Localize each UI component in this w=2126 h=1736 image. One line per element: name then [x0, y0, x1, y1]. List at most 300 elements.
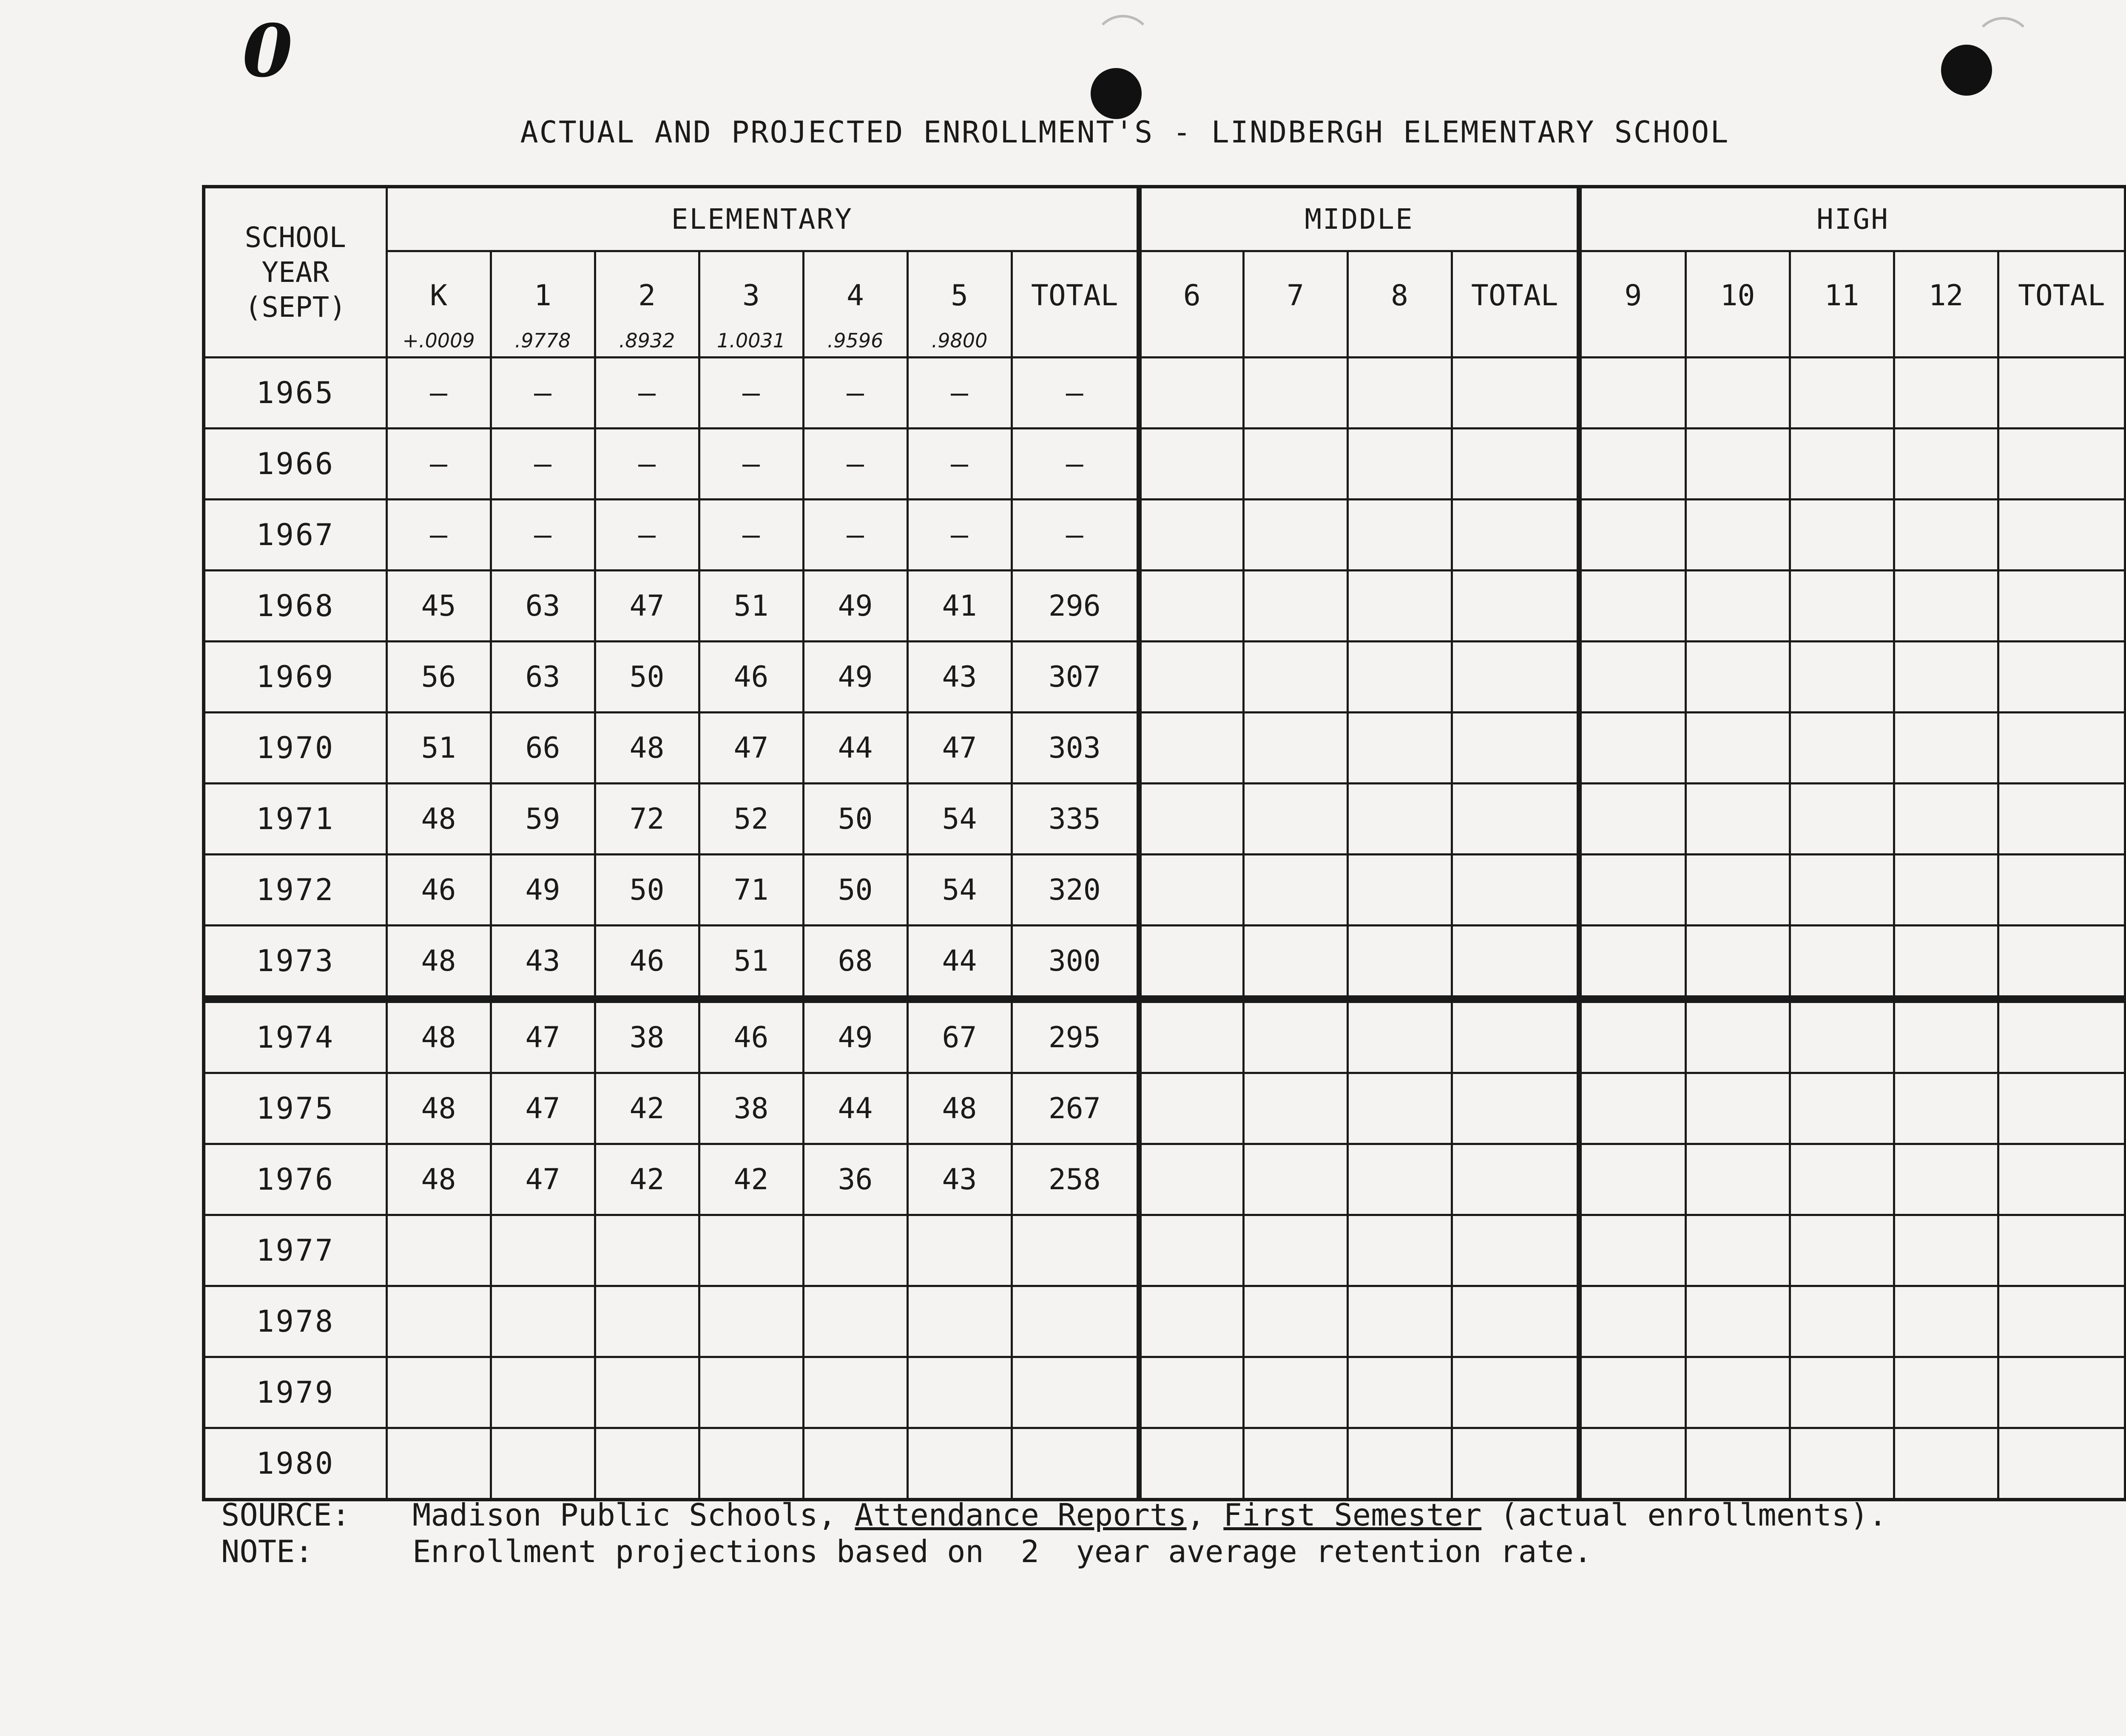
- elementary-cell: 42: [595, 1144, 699, 1215]
- table-row: [204, 713, 2126, 784]
- elementary-cell: [595, 1215, 699, 1286]
- high-cell: [1685, 571, 1790, 642]
- high-cell: [1790, 1215, 1894, 1286]
- punch-hole-center: [1091, 68, 1142, 119]
- elementary-cell: 51: [699, 571, 803, 642]
- high-cell: [1579, 1428, 1685, 1500]
- school-year-cell: 1977: [204, 1215, 387, 1286]
- elementary-cell: 300: [1012, 926, 1139, 1000]
- elementary-cell: [595, 1428, 699, 1500]
- middle-cell: [1243, 999, 1347, 1073]
- elementary-cell: 47: [491, 999, 595, 1073]
- grade-label: TOTAL: [1031, 279, 1118, 313]
- table-row: [204, 500, 2126, 571]
- high-cell: [1790, 855, 1894, 926]
- school-year-cell: 1980: [204, 1428, 387, 1500]
- middle-cell: [1139, 1428, 1243, 1500]
- high-cell: [1790, 1357, 1894, 1428]
- elementary-cell: [491, 1428, 595, 1500]
- high-cell: [1579, 855, 1685, 926]
- table-body: [204, 358, 2126, 1500]
- school-year-cell: 1976: [204, 1144, 387, 1215]
- footer-notes: [221, 1497, 1887, 1570]
- middle-cell: [1243, 855, 1347, 926]
- elementary-cell: 44: [803, 713, 907, 784]
- retention-rate: .9596: [827, 329, 884, 352]
- school-year-header-line: (SEPT): [244, 290, 346, 324]
- punch-hole-shadow: [1093, 15, 1153, 75]
- middle-cell: [1243, 713, 1347, 784]
- elementary-cell: 307: [1012, 642, 1139, 713]
- elementary-cell: 49: [803, 999, 907, 1073]
- middle-cell: [1347, 784, 1452, 855]
- elementary-cell: 47: [699, 713, 803, 784]
- elementary-cell: 41: [907, 571, 1012, 642]
- elementary-cell: 46: [699, 642, 803, 713]
- retention-rate: .8932: [619, 329, 675, 352]
- retention-rate: .9800: [931, 329, 988, 352]
- middle-cell: [1139, 358, 1243, 429]
- table-row: [204, 999, 2126, 1073]
- elementary-cell: –: [491, 358, 595, 429]
- elementary-cell: 48: [387, 999, 491, 1073]
- high-cell: [1579, 1357, 1685, 1428]
- grade-11-header: [1790, 251, 1894, 358]
- middle-cell: [1452, 500, 1579, 571]
- high-cell: [1790, 1428, 1894, 1500]
- grade-4-header: [803, 251, 907, 358]
- elementary-cell: [387, 1215, 491, 1286]
- high-cell: [1790, 1286, 1894, 1357]
- grade-label: 10: [1720, 279, 1755, 313]
- school-year-cell: 1971: [204, 784, 387, 855]
- elementary-cell: –: [803, 358, 907, 429]
- table-row: [204, 1428, 2126, 1500]
- high-cell: [1894, 1357, 1998, 1428]
- elementary-cell: 50: [595, 642, 699, 713]
- high-cell: [1998, 926, 2126, 1000]
- middle-cell: [1139, 926, 1243, 1000]
- grade-label: 3: [742, 279, 760, 313]
- middle-cell: [1139, 1144, 1243, 1215]
- school-year-cell: 1974: [204, 999, 387, 1073]
- elementary-cell: [699, 1286, 803, 1357]
- elementary-cell: [803, 1428, 907, 1500]
- high-cell: [1998, 784, 2126, 855]
- elementary-cell: 43: [491, 926, 595, 1000]
- elementary-cell: 43: [907, 642, 1012, 713]
- high-cell: [1894, 1428, 1998, 1500]
- middle-cell: [1139, 1357, 1243, 1428]
- elementary-cell: 38: [595, 999, 699, 1073]
- table-row: [204, 1286, 2126, 1357]
- high-cell: [1894, 571, 1998, 642]
- high-cell: [1998, 429, 2126, 500]
- elementary-cell: 49: [491, 855, 595, 926]
- high-cell: [1579, 1215, 1685, 1286]
- grade-label: 9: [1624, 279, 1642, 313]
- middle-cell: [1452, 713, 1579, 784]
- school-year-cell: 1979: [204, 1357, 387, 1428]
- middle-cell: [1452, 1215, 1579, 1286]
- high-cell: [1685, 1286, 1790, 1357]
- elementary-cell: 52: [699, 784, 803, 855]
- middle-cell: [1347, 500, 1452, 571]
- table-row: [204, 571, 2126, 642]
- source-separator: ,: [1186, 1497, 1224, 1533]
- high-cell: [1790, 713, 1894, 784]
- middle-cell: [1347, 1215, 1452, 1286]
- grade-label: 1: [534, 279, 551, 313]
- elementary-cell: –: [803, 429, 907, 500]
- elementary-cell: 49: [803, 571, 907, 642]
- middle-cell: [1452, 1073, 1579, 1144]
- high-cell: [1894, 999, 1998, 1073]
- middle-cell: [1452, 1357, 1579, 1428]
- high-total-header: [1998, 251, 2126, 358]
- elementary-cell: 47: [907, 713, 1012, 784]
- grade-k-header: [387, 251, 491, 358]
- elementary-cell: [491, 1286, 595, 1357]
- grade-label: 8: [1391, 279, 1408, 313]
- middle-cell: [1347, 713, 1452, 784]
- high-cell: [1998, 1073, 2126, 1144]
- elementary-cell: [907, 1215, 1012, 1286]
- elementary-cell: [907, 1357, 1012, 1428]
- high-cell: [1894, 784, 1998, 855]
- elementary-cell: –: [699, 500, 803, 571]
- high-cell: [1685, 429, 1790, 500]
- middle-cell: [1139, 855, 1243, 926]
- elementary-cell: 49: [803, 642, 907, 713]
- high-cell: [1998, 1144, 2126, 1215]
- enrollment-table: [202, 185, 2126, 1501]
- elementary-cell: –: [1012, 500, 1139, 571]
- high-cell: [1685, 999, 1790, 1073]
- elementary-cell: –: [907, 500, 1012, 571]
- grade-5-header: [907, 251, 1012, 358]
- elementary-cell: 36: [803, 1144, 907, 1215]
- middle-cell: [1452, 571, 1579, 642]
- high-cell: [1790, 571, 1894, 642]
- high-cell: [1579, 999, 1685, 1073]
- middle-cell: [1243, 1286, 1347, 1357]
- source-suffix: (actual enrollments).: [1481, 1497, 1887, 1533]
- high-cell: [1998, 999, 2126, 1073]
- middle-cell: [1347, 1428, 1452, 1500]
- grade-label: 7: [1287, 279, 1304, 313]
- middle-cell: [1452, 1286, 1579, 1357]
- grade-10-header: [1685, 251, 1790, 358]
- grade-label: K: [430, 279, 447, 313]
- page-title: ACTUAL AND PROJECTED ENROLLMENT'S - LINDBERGH ELEMENTARY SCHOOL: [520, 115, 1730, 150]
- elementary-cell: 43: [907, 1144, 1012, 1215]
- elementary-cell: 48: [387, 784, 491, 855]
- high-cell: [1894, 1215, 1998, 1286]
- table-row: [204, 784, 2126, 855]
- elementary-cell: 51: [387, 713, 491, 784]
- elementary-cell: 303: [1012, 713, 1139, 784]
- elementary-cell: 63: [491, 642, 595, 713]
- elementary-cell: [491, 1357, 595, 1428]
- grade-2-header: [595, 251, 699, 358]
- middle-cell: [1347, 358, 1452, 429]
- table-row: [204, 855, 2126, 926]
- elementary-cell: [387, 1428, 491, 1500]
- elementary-cell: [907, 1428, 1012, 1500]
- middle-cell: [1452, 642, 1579, 713]
- table-row: [204, 358, 2126, 429]
- school-year-cell: 1978: [204, 1286, 387, 1357]
- middle-cell: [1452, 999, 1579, 1073]
- elementary-cell: –: [595, 358, 699, 429]
- elementary-cell: 320: [1012, 855, 1139, 926]
- middle-cell: [1452, 926, 1579, 1000]
- middle-cell: [1139, 500, 1243, 571]
- elementary-group-header: ELEMENTARY: [387, 187, 1139, 251]
- middle-cell: [1139, 1215, 1243, 1286]
- elementary-cell: –: [387, 429, 491, 500]
- middle-cell: [1347, 1357, 1452, 1428]
- middle-cell: [1243, 1357, 1347, 1428]
- high-cell: [1579, 500, 1685, 571]
- elementary-cell: –: [907, 358, 1012, 429]
- high-cell: [1998, 713, 2126, 784]
- middle-cell: [1243, 429, 1347, 500]
- elementary-cell: [387, 1286, 491, 1357]
- high-cell: [1894, 1073, 1998, 1144]
- elementary-cell: –: [491, 429, 595, 500]
- elementary-cell: [491, 1215, 595, 1286]
- table-row: [204, 429, 2126, 500]
- elementary-total-header: [1012, 251, 1139, 358]
- elementary-cell: 72: [595, 784, 699, 855]
- high-cell: [1894, 358, 1998, 429]
- middle-cell: [1347, 1073, 1452, 1144]
- table-row: [204, 1357, 2126, 1428]
- source-label: SOURCE:: [221, 1497, 350, 1533]
- elementary-cell: [907, 1286, 1012, 1357]
- high-cell: [1894, 642, 1998, 713]
- grade-label: 11: [1824, 279, 1859, 313]
- school-year-header-line: SCHOOL: [244, 221, 346, 254]
- elementary-cell: 44: [907, 926, 1012, 1000]
- high-cell: [1790, 500, 1894, 571]
- elementary-cell: 47: [595, 571, 699, 642]
- high-cell: [1790, 429, 1894, 500]
- high-cell: [1685, 713, 1790, 784]
- middle-cell: [1139, 1286, 1243, 1357]
- middle-cell: [1347, 855, 1452, 926]
- school-year-cell: 1972: [204, 855, 387, 926]
- school-year-cell: 1965: [204, 358, 387, 429]
- middle-cell: [1139, 784, 1243, 855]
- elementary-cell: [699, 1215, 803, 1286]
- elementary-cell: 51: [699, 926, 803, 1000]
- elementary-cell: 48: [595, 713, 699, 784]
- elementary-cell: [1012, 1428, 1139, 1500]
- middle-cell: [1243, 784, 1347, 855]
- school-year-header-line: YEAR: [261, 256, 330, 289]
- elementary-cell: 47: [491, 1073, 595, 1144]
- grade-12-header: [1894, 251, 1998, 358]
- elementary-cell: 46: [595, 926, 699, 1000]
- middle-total-header: [1452, 251, 1579, 358]
- grade-6-header: [1139, 251, 1243, 358]
- high-cell: [1579, 1286, 1685, 1357]
- grade-label: 12: [1928, 279, 1964, 313]
- high-cell: [1790, 358, 1894, 429]
- middle-cell: [1347, 999, 1452, 1073]
- grade-label: TOTAL: [2018, 279, 2105, 313]
- high-cell: [1685, 926, 1790, 1000]
- elementary-cell: 42: [595, 1073, 699, 1144]
- retention-rate: .9778: [514, 329, 571, 352]
- handwritten-mark: 0: [242, 9, 293, 94]
- elementary-cell: 48: [387, 1073, 491, 1144]
- high-cell: [1998, 571, 2126, 642]
- source-reference: First Semester: [1223, 1497, 1482, 1533]
- elementary-cell: 56: [387, 642, 491, 713]
- elementary-cell: [595, 1357, 699, 1428]
- middle-cell: [1452, 1144, 1579, 1215]
- middle-cell: [1139, 713, 1243, 784]
- middle-cell: [1243, 926, 1347, 1000]
- elementary-cell: [1012, 1286, 1139, 1357]
- high-cell: [1998, 1215, 2126, 1286]
- middle-cell: [1452, 429, 1579, 500]
- elementary-cell: –: [387, 358, 491, 429]
- elementary-cell: 48: [907, 1073, 1012, 1144]
- high-cell: [1579, 713, 1685, 784]
- elementary-cell: 48: [387, 926, 491, 1000]
- high-cell: [1685, 1215, 1790, 1286]
- high-cell: [1685, 1073, 1790, 1144]
- middle-cell: [1139, 429, 1243, 500]
- table-row: [204, 642, 2126, 713]
- high-cell: [1790, 642, 1894, 713]
- high-cell: [1579, 642, 1685, 713]
- school-year-cell: 1975: [204, 1073, 387, 1144]
- elementary-cell: –: [803, 500, 907, 571]
- elementary-cell: [595, 1286, 699, 1357]
- high-cell: [1894, 500, 1998, 571]
- elementary-cell: 42: [699, 1144, 803, 1215]
- high-cell: [1790, 926, 1894, 1000]
- school-year-header: [204, 187, 387, 358]
- high-group-header: HIGH: [1579, 187, 2126, 251]
- elementary-cell: 46: [699, 999, 803, 1073]
- elementary-cell: –: [595, 500, 699, 571]
- grade-3-header: [699, 251, 803, 358]
- high-cell: [1998, 500, 2126, 571]
- high-cell: [1998, 1286, 2126, 1357]
- elementary-cell: [699, 1428, 803, 1500]
- elementary-cell: 71: [699, 855, 803, 926]
- elementary-cell: –: [1012, 358, 1139, 429]
- elementary-cell: [1012, 1357, 1139, 1428]
- middle-cell: [1243, 500, 1347, 571]
- elementary-cell: 54: [907, 784, 1012, 855]
- high-cell: [1685, 500, 1790, 571]
- middle-cell: [1243, 1144, 1347, 1215]
- middle-cell: [1347, 1286, 1452, 1357]
- elementary-cell: [803, 1215, 907, 1286]
- elementary-cell: [699, 1357, 803, 1428]
- high-cell: [1998, 1357, 2126, 1428]
- high-cell: [1685, 1428, 1790, 1500]
- high-cell: [1685, 784, 1790, 855]
- high-cell: [1579, 571, 1685, 642]
- elementary-cell: –: [1012, 429, 1139, 500]
- middle-cell: [1139, 642, 1243, 713]
- retention-rate: 1.0031: [717, 329, 785, 352]
- elementary-cell: –: [699, 429, 803, 500]
- middle-cell: [1139, 1073, 1243, 1144]
- elementary-cell: 50: [803, 855, 907, 926]
- school-year-cell: 1970: [204, 713, 387, 784]
- elementary-cell: 335: [1012, 784, 1139, 855]
- high-cell: [1894, 1286, 1998, 1357]
- school-year-cell: 1973: [204, 926, 387, 1000]
- retention-rate: +.0009: [402, 329, 475, 352]
- elementary-cell: 59: [491, 784, 595, 855]
- grade-1-header: [491, 251, 595, 358]
- middle-cell: [1452, 358, 1579, 429]
- elementary-cell: 296: [1012, 571, 1139, 642]
- high-cell: [1998, 855, 2126, 926]
- middle-cell: [1243, 642, 1347, 713]
- elementary-cell: –: [491, 500, 595, 571]
- high-cell: [1894, 926, 1998, 1000]
- high-cell: [1790, 999, 1894, 1073]
- elementary-cell: –: [387, 500, 491, 571]
- elementary-cell: [1012, 1215, 1139, 1286]
- elementary-cell: 47: [491, 1144, 595, 1215]
- high-cell: [1894, 429, 1998, 500]
- school-year-cell: 1966: [204, 429, 387, 500]
- school-year-cell: 1967: [204, 500, 387, 571]
- source-text: Madison Public Schools,: [412, 1497, 855, 1533]
- punch-hole-shadow: [1973, 17, 2033, 77]
- grade-label: 5: [951, 279, 968, 313]
- grade-label: 2: [638, 279, 656, 313]
- table-row: [204, 1144, 2126, 1215]
- middle-group-header: MIDDLE: [1139, 187, 1579, 251]
- note-label: NOTE:: [221, 1534, 313, 1569]
- middle-cell: [1139, 571, 1243, 642]
- elementary-cell: –: [907, 429, 1012, 500]
- elementary-cell: 50: [803, 784, 907, 855]
- grade-9-header: [1579, 251, 1685, 358]
- grade-label: 6: [1183, 279, 1201, 313]
- elementary-cell: [387, 1357, 491, 1428]
- high-cell: [1579, 1144, 1685, 1215]
- middle-cell: [1347, 429, 1452, 500]
- high-cell: [1579, 429, 1685, 500]
- middle-cell: [1243, 1428, 1347, 1500]
- elementary-cell: 48: [387, 1144, 491, 1215]
- high-cell: [1894, 855, 1998, 926]
- elementary-cell: [803, 1357, 907, 1428]
- table-row: [204, 926, 2126, 1000]
- high-cell: [1685, 1357, 1790, 1428]
- high-cell: [1685, 1144, 1790, 1215]
- middle-cell: [1243, 1215, 1347, 1286]
- elementary-cell: 258: [1012, 1144, 1139, 1215]
- elementary-cell: 44: [803, 1073, 907, 1144]
- middle-cell: [1452, 784, 1579, 855]
